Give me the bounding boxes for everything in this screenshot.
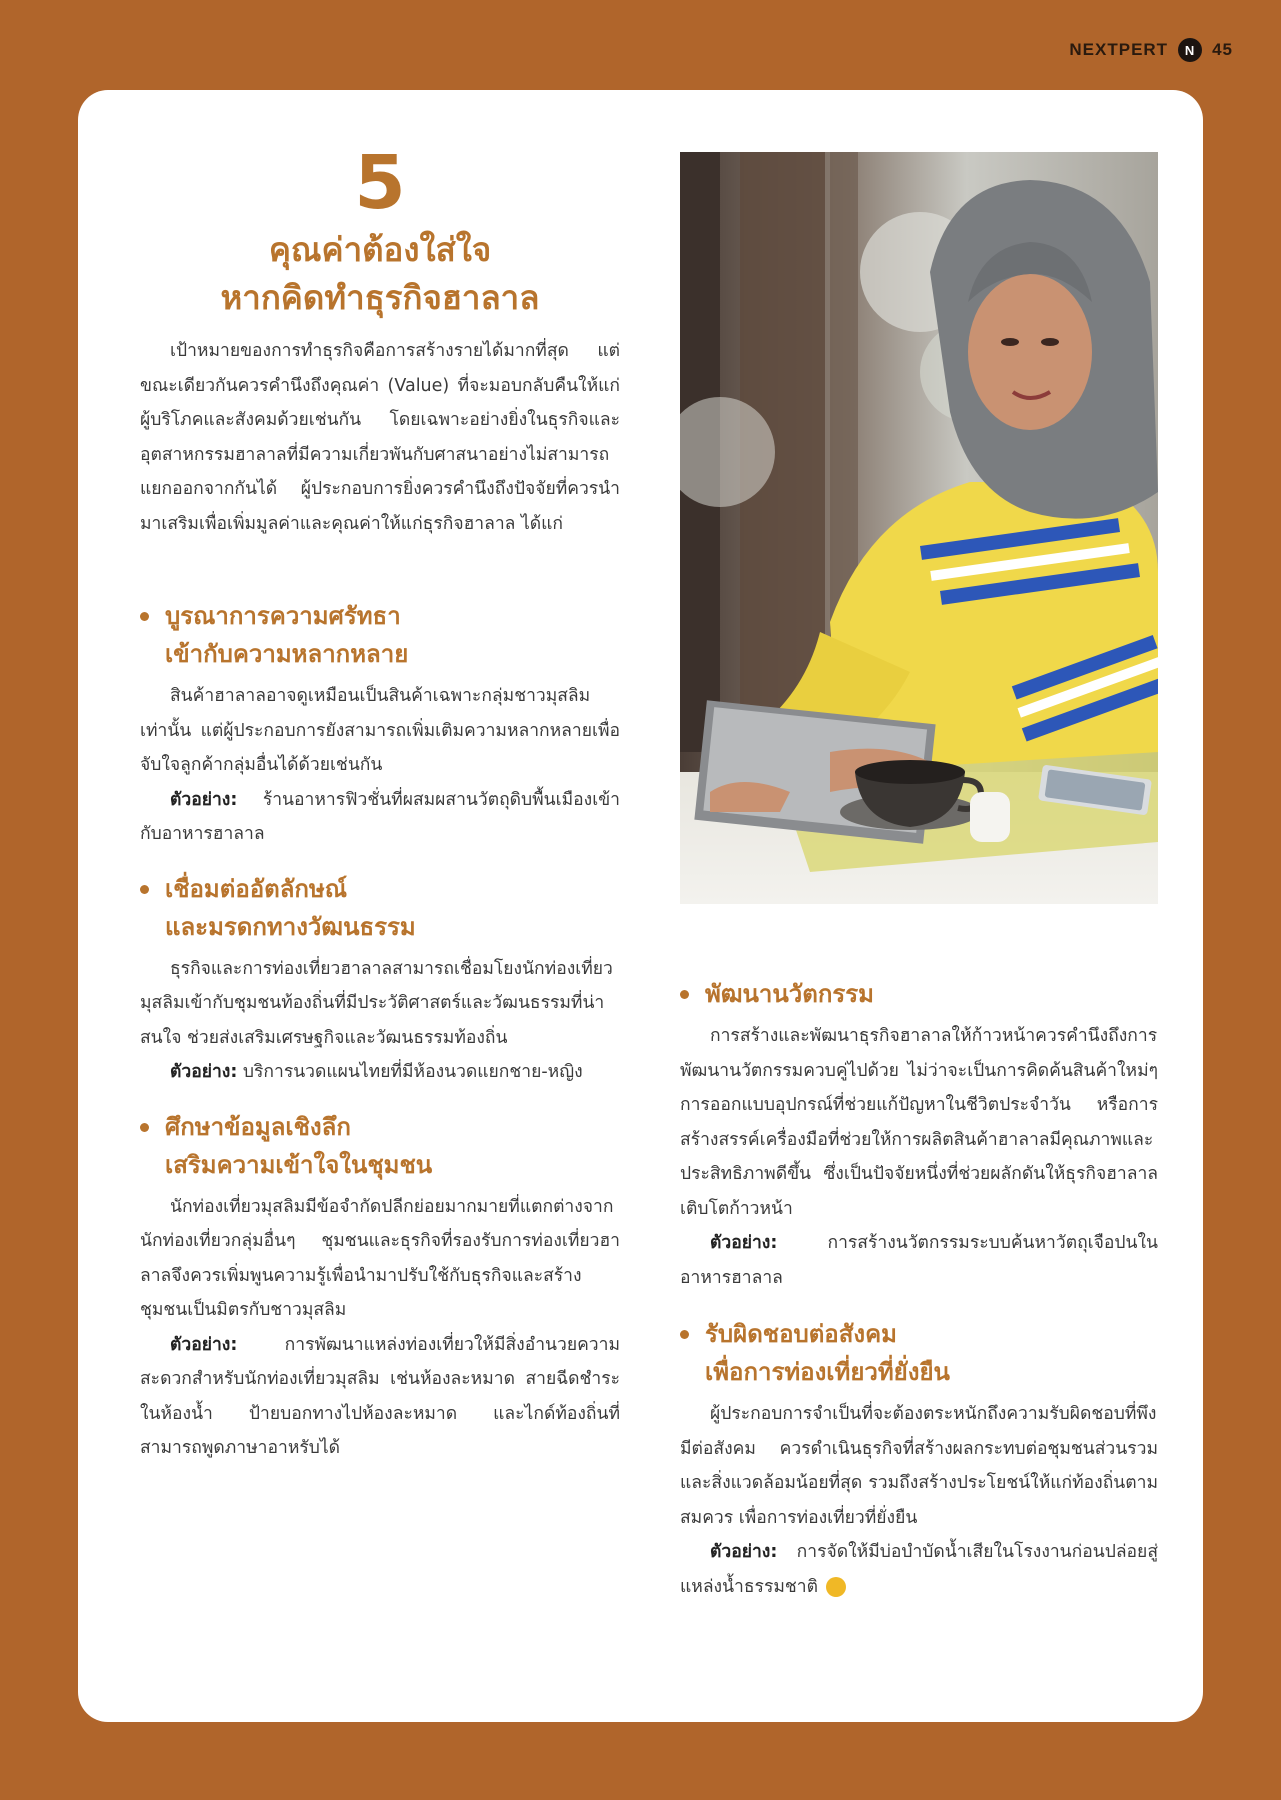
right-column (680, 975, 1158, 1604)
page-number: 45 (1212, 40, 1233, 59)
example-label: ตัวอย่าง: (710, 1233, 778, 1253)
article-title (140, 226, 620, 322)
section-body: ธุรกิจและการท่องเที่ยวฮาลาลสามารถเชื่อมโยงนักท่องเที่ยวมุสลิมเข้ากับชุมชนท้องถิ่นที่มีประวัติศาสตร์และวัฒนธรรมที่น่าสนใจ ช่วยส่งเสริมเศรษฐกิจและวัฒนธรรมท้องถิ่น (140, 958, 613, 1048)
example-label: ตัวอย่าง: (170, 789, 238, 810)
example-text: การจัดให้มีบ่อบำบัดน้ำเสียในโรงงานก่อนปล่อยสู่แหล่งน้ำธรรมชาติ (680, 1542, 1158, 1597)
section-example (140, 783, 620, 852)
section-heading-line1: เชื่อมต่ออัตลักษณ์ (165, 874, 348, 903)
section-heading (140, 597, 620, 673)
section-heading-line1: พัฒนานวัตกรรม (705, 980, 874, 1008)
section-body: การสร้างและพัฒนาธุรกิจฮาลาลให้ก้าวหน้าควรคำนึงถึงการพัฒนานวัตกรรมควบคู่ไปด้วย ไม่ว่าจะเป็นการคิดค้นสินค้าใหม่ๆ การออกแบบอุปกรณ์ที่ช่วยแก้ปัญหาในชีวิตประจำวัน หรือการสร้างสรรค์เครื่องมือที่ช่วยให้การผลิตสินค้าฮาลาลมีคุณภาพและประสิทธิภาพดีขึ้น ซึ่งเป็นปัจจัยหนึ่งที่ช่วยผลักดันให้ธุรกิจฮาลาลเติบโตก้าวหน้า (680, 1026, 1158, 1219)
example-label: ตัวอย่าง: (170, 1062, 238, 1082)
section-example (140, 1055, 620, 1090)
section-example (680, 1226, 1158, 1295)
article-title-line1: คุณค่าต้องใส่ใจ (268, 230, 492, 269)
section-example (140, 1328, 620, 1466)
brand-badge-icon: N (1178, 38, 1202, 62)
section-heading-line2: เข้ากับความหลากหลาย (165, 640, 409, 668)
bullet-icon (680, 1330, 689, 1339)
article-number: 5 (354, 140, 406, 226)
bullet-icon (140, 1123, 149, 1132)
end-mark-icon: k (826, 1577, 846, 1597)
section-heading (680, 1315, 1158, 1391)
brand-name: NEXTPERT (1069, 40, 1169, 59)
page-header (1069, 38, 1233, 62)
article-title-line2: หากคิดทำธุรกิจฮาลาล (220, 278, 540, 317)
section-heading-line2: และมรดกทางวัฒนธรรม (165, 912, 416, 941)
section-heading-line1: บูรณาการความศรัทธา (165, 602, 401, 630)
section-heading (680, 975, 1158, 1013)
example-label: ตัวอย่าง: (710, 1542, 778, 1562)
bullet-icon (680, 990, 689, 999)
section-heading-line1: ศึกษาข้อมูลเชิงลึก (165, 1112, 351, 1141)
bullet-icon (140, 612, 149, 621)
woman-hijab-laptop-photo-icon (680, 152, 1158, 904)
section-body: นักท่องเที่ยวมุสลิมมีข้อจำกัดปลีกย่อยมากมายที่แตกต่างจากนักท่องเที่ยวกลุ่มอื่นๆ ชุมชนและธุรกิจที่รองรับการท่องเที่ยวฮาลาลจึงควรเพิ่มพูนความรู้เพื่อนำมาปรับใช้กับธุรกิจและสร้างชุมชนเป็นมิตรกับชาวมุสลิม (140, 1196, 620, 1320)
example-text: ร้านอาหารฟิวชั่นที่ผสมผสานวัตถุดิบพื้นเมืองเข้ากับอาหารฮาลาล (140, 789, 620, 844)
section-heading (140, 1108, 620, 1184)
section-heading-line2: เพื่อการท่องเที่ยวที่ยั่งยืน (705, 1358, 950, 1386)
example-text: บริการนวดแผนไทยที่มีห้องนวดแยกชาย-หญิง (237, 1062, 583, 1082)
example-text: การพัฒนาแหล่งท่องเที่ยวให้มีสิ่งอำนวยความสะดวกสำหรับนักท่องเที่ยวมุสลิม เช่นห้องละหมาด สายฉีดชำระในห้องน้ำ ป้ายบอกทางไปห้องละหมาด และไกด์ท้องถิ่นที่สามารถพูดภาษาอาหรับได้ (140, 1334, 620, 1458)
example-text: การสร้างนวัตกรรมระบบค้นหาวัตถุเจือปนในอาหารฮาลาล (680, 1233, 1158, 1288)
left-column (140, 140, 620, 1466)
section-heading (140, 870, 620, 946)
section-heading-line2: เสริมความเข้าใจในชุมชน (165, 1150, 433, 1179)
section-body: ผู้ประกอบการจำเป็นที่จะต้องตระหนักถึงความรับผิดชอบที่พึงมีต่อสังคม ควรดำเนินธุรกิจที่สร้างผลกระทบต่อชุมชนส่วนรวมและสิ่งแวดล้อมน้อยที่สุด รวมถึงสร้างประโยชน์ให้แก่ท้องถิ่นตามสมควร เพื่อการท่องเที่ยวที่ยั่งยืน (680, 1404, 1158, 1528)
section-heading-line1: รับผิดชอบต่อสังคม (705, 1320, 897, 1348)
intro-paragraph: เป้าหมายของการทำธุรกิจคือการสร้างรายได้มากที่สุด แต่ขณะเดียวกันควรคำนึงถึงคุณค่า (Value) ที่จะมอบกลับคืนให้แก่ผู้บริโภคและสังคมด้วยเช่นกัน โดยเฉพาะอย่างยิ่งในธุรกิจและอุตสาหกรรมฮาลาลที่มีความเกี่ยวพันกับศาสนาอย่างไม่สามารถแยกออกจากกันได้ ผู้ประกอบการยิ่งควรคำนึงถึงปัจจัยที่ควรนำมาเสริมเพื่อเพิ่มมูลค่าและคุณค่าให้แก่ธุรกิจฮาลาล ได้แก่ (140, 341, 620, 534)
example-label: ตัวอย่าง: (170, 1334, 238, 1355)
section-example (680, 1535, 1158, 1604)
section-body: สินค้าฮาลาลอาจดูเหมือนเป็นสินค้าเฉพาะกลุ่มชาวมุสลิมเท่านั้น แต่ผู้ประกอบการยังสามารถเพิ่มเติมความหลากหลายเพื่อจับใจลูกค้ากลุ่มอื่นได้ด้วยเช่นกัน (140, 686, 620, 775)
bullet-icon (140, 885, 149, 894)
